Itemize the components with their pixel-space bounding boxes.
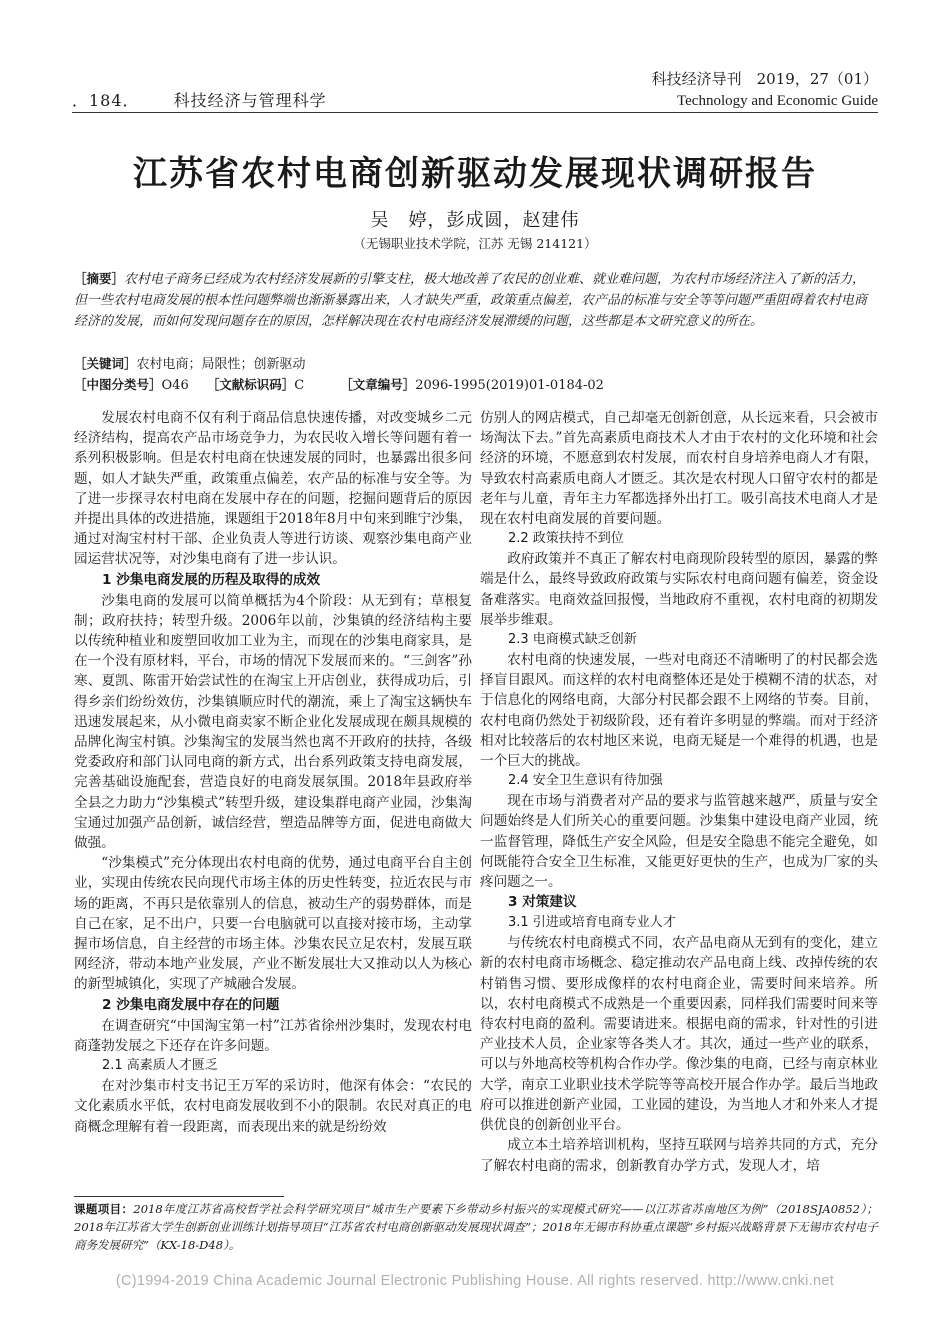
article-authors: 吴 婷，彭成圆，赵建伟 xyxy=(370,210,580,231)
section-heading-2: 2 沙集电商发展中存在的问题 xyxy=(102,996,280,1013)
paragraph: 在调查研究“中国淘宝第一村”江苏省徐州沙集时，发现农村电商蓬勃发展之下还存在许多问题。 xyxy=(74,1017,472,1054)
abstract-label: ［摘要］ xyxy=(74,271,125,286)
subsection-heading-2-2: 2.2 政策扶持不到位 xyxy=(508,531,624,547)
paragraph: 与传统农村电商模式不同，农产品电商从无到有的变化，建立新的农村电商市场概念、稳定推动农产品电商上线、改掉传统的农村销售习惯、要形成像样的农村电商企业，需要时间来培养。所以，农村电商模式不成熟是一个重要因素，同样我们需要时间来等待农村电商的盈利。需要请进来。根据电商的需求，针对性的引进产业技术人员，企业家等各类人才。其次，通过一些产业的联系，可以与外地高校等机构合作办学。像沙集的电商，已经与南京林业大学，南京工业职业技术学院等等高校开展合作办学。最后当地政府可以推进创新产业园，工业园的建设，为当地人才和外来人才提供优良的创新创业平台。 xyxy=(480,935,878,1134)
paragraph: 发展农村电商不仅有利于商品信息快速传播，对改变城乡二元经济结构，提高农产品市场竞争力，为农民收入增长等问题有着一系列积极影响。但是农村电商在快速发展的同时，也暴露出很多问题，如人才缺失严重，政策重点偏差，农产品的标准与安全等。为了进一步探寻农村电商在发展中存在的问题，挖掘问题背后的原因并提出具体的改进措施，课题组于2018年8月中旬来到睢宁沙集，通过对淘宝村村干部、企业负责人等进行访谈、观察沙集电商产业园运营状况等，对沙集电商有了进一步认识。 xyxy=(74,410,472,568)
footnote-divider xyxy=(74,1196,284,1197)
paragraph: 农村电商的快速发展，一些对电商还不清晰明了的村民都会选择盲目跟风。而这样的农村电商整体还是处于模糊不清的状态，对于信息化的网络电商，大部分村民都会跟不上网络的节奏。目前，农村电商仍然处于初级阶段，还有着许多明显的弊端。而对于经济相对比较落后的农村地区来说，电商无疑是一个难得的机遇，也是一个巨大的挑战。 xyxy=(480,652,878,770)
abstract xyxy=(74,268,878,332)
clc-value: O46 xyxy=(161,378,189,393)
paragraph: 成立本土培养培训机构，坚持互联网与培养共同的方式，充分了解农村电商的需求，创新教育办学方式，发现人才，培 xyxy=(480,1137,878,1174)
journal-name-left: 科技经济与管理科学 xyxy=(173,91,327,110)
header-divider xyxy=(72,112,878,113)
article-affiliation: （无锡职业技术学院，江苏 无锡 214121） xyxy=(353,236,597,251)
footnote-label: 课题项目： xyxy=(74,1202,134,1216)
article-title: 江苏省农村电商创新驱动发展现状调研报告 xyxy=(133,154,817,194)
doc-code-value: C xyxy=(294,378,305,393)
article-id-label: ［文章编号］ xyxy=(340,377,416,392)
journal-name-english: Technology and Economic Guide xyxy=(677,93,878,109)
abstract-text: 农村电子商务已经成为农村经济发展新的引擎支柱，极大地改善了农民的创业难、就业难问题，为农村市场经济注入了新的活力，但一些农村电商发展的根本性问题弊端也渐渐暴露出来，人才缺失严重，政策重点偏差，农产品的标准与安全等等问题严重阻碍着农村电商经济的发展，而如何发现问题存在的原因，怎样解决现在农村电商经济发展滞缓的问题，这些都是本文研究意义的所在。 xyxy=(74,272,868,329)
doc-code-label: ［文献标识码］ xyxy=(206,377,295,392)
keywords-label: ［关键词］ xyxy=(74,356,137,371)
body-column-right xyxy=(480,408,878,1176)
running-header-right xyxy=(652,68,878,112)
classification-line xyxy=(74,374,878,396)
section-heading-3: 3 对策建议 xyxy=(508,894,577,911)
paragraph: 沙集电商的发展可以简单概括为4个阶段：从无到有；草根复制；政府扶持；转型升级。2006年以前，沙集镇的经济结构主要以传统种植业和废塑回收加工业为主，而现在的沙集电商家具，是在一个没有原材料，平台，市场的情况下发展而来的。“三剑客”孙寒、夏凯、陈雷开始尝试性的在淘宝上开店创业，获得成功后，引得乡亲们纷纷效仿，沙集镇顺应时代的潮流，乘上了淘宝这辆快车迅速发展起来，从小微电商卖家不断企业化发展成现在颇具规模的品牌化淘宝村镇。沙集淘宝的发展当然也离不开政府的扶持，各级党委政府和部门认同电商的新方式，出台系列政策支持电商发展，完善基础设施配套，营造良好的电商发展氛围。2018年县政府举全县之力助力“沙集模式”转型升级，建设集群电商产业园，沙集淘宝通过加强产品创新，诚信经营，塑造品牌等方面，促进电商做大做强。 xyxy=(74,592,472,852)
subsection-heading-2-4: 2.4 安全卫生意识有待加强 xyxy=(508,773,663,789)
paragraph: 仿别人的网店模式，自己却毫无创新创意，从长远来看，只会被市场淘汰下去。”首先高素质电商技术人才由于农村的文化环境和社会经济的环境，不愿意到农村发展，而农村自身培养电商人才有限，导致农村高素质电商人才匮乏。其次是农村现人口留守农村的都是老年与儿童，青年主力军都选择外出打工。吸引高技术电商人才是现在农村电商发展的首要问题。 xyxy=(480,410,878,528)
footnote-text: 2018年度江苏省高校哲学社会科学研究项目“城市生产要素下乡带动乡村振兴的实现模式研究——以江苏省苏南地区为例”（2018SJA0852）；2018年江苏省大学生创新创业训练计划指导项目“江苏省农村电商创新驱动发展现状调查”；2018年无锡市科协重点课题“乡村振兴战略背景下无锡市农村电子商务发展研究”（KX-18-D48）。 xyxy=(74,1202,878,1252)
subsection-heading-2-1: 2.1 高素质人才匮乏 xyxy=(102,1058,218,1074)
keywords-text: 农村电商；局限性；创新驱动 xyxy=(136,357,306,372)
running-header-left xyxy=(72,88,327,111)
paragraph: 政府政策并不真正了解农村电商现阶段转型的原因，暴露的弊端是什么，最终导致政府政策与实际农村电商问题有偏差，资金设备难落实。电商效益回报慢，当地政府不重视，农村电商的初期发展举步维艰。 xyxy=(480,551,878,628)
section-heading-1: 1 沙集电商发展的历程及取得的成效 xyxy=(102,571,321,588)
paragraph: 在对沙集市村支书记王万军的采访时，他深有体会：“农民的文化素质水平低，农村电商发展收到不小的限制。农民对真正的电商概念理解有着一段距离，而表现出来的就是纷纷效 xyxy=(74,1078,472,1135)
clc-label: ［中图分类号］ xyxy=(74,377,162,392)
paragraph: “沙集模式”充分体现出农村电商的优势，通过电商平台自主创业，实现由传统农民向现代市场主体的历史性转变，拉近农民与市场的距离，不再只是依靠别人的信息，被动生产的弱势群体，而是自己在家，足不出户，只要一台电脑就可以直接对接市场，主动掌握市场信息，自主经营的市场主体。沙集农民立足农村，发展互联网经济，带动本地产业发展，产业不断发展壮大又推动以人为核心的新型城镇化，实现了产城融合发展。 xyxy=(74,855,472,993)
subsection-heading-2-3: 2.3 电商模式缺乏创新 xyxy=(508,632,637,648)
keywords xyxy=(74,353,878,375)
copyright-watermark: (C)1994-2019 China Academic Journal Electronic Publishing House. All rights reserved. http://www.cnki.net xyxy=(115,1273,835,1289)
footnote xyxy=(74,1200,878,1254)
article-id-value: 2096-1995(2019)01-0184-02 xyxy=(415,378,604,393)
page-number: ．184． xyxy=(72,91,140,110)
paragraph: 现在市场与消费者对产品的要求与监管越来越严，质量与安全问题始终是人们所关心的重要问题。沙集集中建设电商产业园，统一监督管理，降低生产安全风险，但是安全隐患不能完全避免，如何既能符合安全卫生标准，又能更好更快的生产，也成为厂家的头疼问题之一。 xyxy=(480,793,878,891)
journal-issue: 科技经济导刊 2019，27（01） xyxy=(651,70,878,88)
body-column-left xyxy=(74,408,472,1137)
subsection-heading-3-1: 3.1 引进或培育电商专业人才 xyxy=(508,915,676,931)
